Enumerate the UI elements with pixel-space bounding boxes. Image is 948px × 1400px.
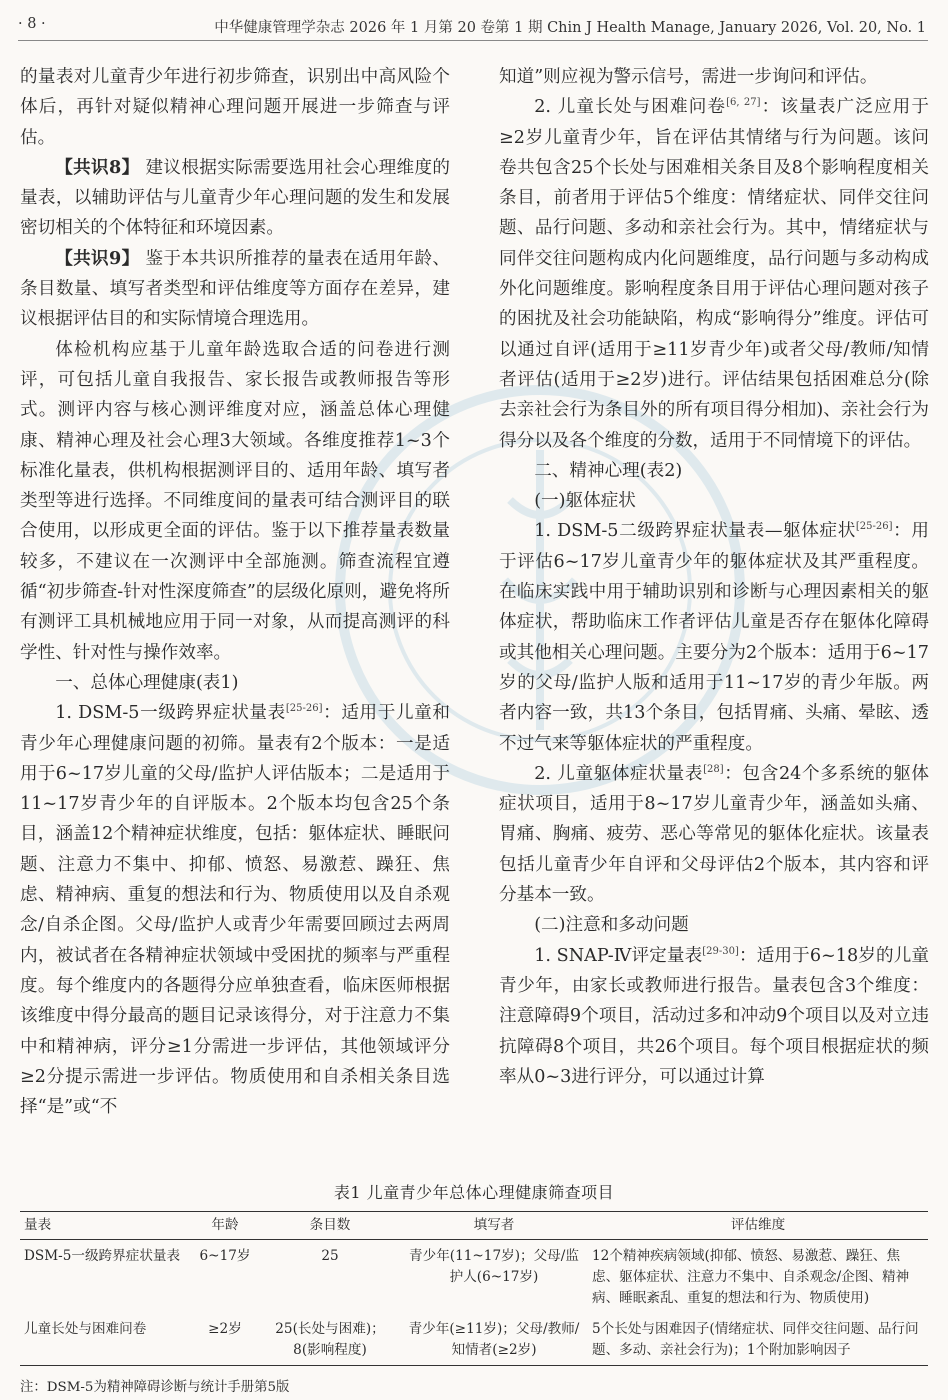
- table-cell: 5个长处与困难因子(情绪症状、同伴交往问题、品行问题、多动、亲社会行为)；1个附加影响因子: [588, 1313, 928, 1366]
- table-cell: 儿童长处与困难问卷: [20, 1313, 190, 1366]
- page-number: · 8 ·: [18, 16, 46, 32]
- section-heading: 一、总体心理健康(表1): [55, 672, 239, 693]
- scale-name: 1. SNAP-Ⅳ评定量表: [534, 945, 703, 966]
- paragraph-text: ：包含24个多系统的躯体症状项目，适用于8~17岁儿童青少年，涵盖如头痛、胃痛、胸痛、疲劳、恶心等常见的躯体化症状。该量表包括儿童青少年自评和父母评估2个版本，其内容和评分基本一致。: [499, 763, 929, 906]
- table-cell: 6~17岁: [199, 1248, 251, 1264]
- paragraph-text: ：适用于6~18岁的儿童青少年，由家长或教师进行报告。量表包含3个维度：注意障碍9个项目，活动过多和冲动9个项目以及对立违抗障碍8个项目，共26个项目。每个项目根据症状的频率从0~3进行评分，可以通过计算: [499, 945, 929, 1087]
- table-row: [20, 1240, 928, 1314]
- subsection-heading: (二)注意和多动问题: [534, 915, 689, 936]
- consensus-text: 鉴于本共识所推荐的量表在适用年龄、条目数量、填写者类型和评估维度等方面存在差异，建议根据评估目的和实际情境合理选用。: [20, 248, 450, 330]
- table-cell: 青少年(≥11岁)；父母/教师/知情者(≥2岁): [400, 1313, 588, 1366]
- table-header-row: [20, 1212, 928, 1240]
- paragraph: [499, 92, 929, 456]
- left-column: [20, 62, 450, 1122]
- citation-ref[interactable]: [29-30]: [702, 945, 739, 957]
- table-cell: 25(长处与困难)；8(影响程度): [260, 1313, 400, 1366]
- scale-name: 2. 儿童长处与困难问卷: [534, 97, 727, 118]
- table-cell: 青少年(11~17岁)；父母/监护人(6~17岁): [409, 1248, 579, 1285]
- column-header: 填写者: [400, 1212, 588, 1240]
- screening-table: [20, 1211, 928, 1366]
- consensus-label: 【共识8】: [55, 156, 140, 178]
- consensus-9: [20, 244, 450, 335]
- citation-ref[interactable]: [28]: [703, 763, 724, 775]
- consensus-text: 建议根据实际需要选用社会心理维度的量表，以辅助评估与儿童青少年心理问题的发生和发展密切相关的个体特征和环境因素。: [20, 157, 450, 239]
- scale-name: 2. 儿童躯体症状量表: [534, 763, 704, 784]
- paragraph-text: ：该量表广泛应用于≥2岁儿童青少年，旨在评估其情绪与行为问题。该问卷共包含25个长处与困难相关条目及8个影响程度相关条目，前者用于评估5个维度：情绪症状、同伴交往问题、品行问题、多动和亲社会行为。其中，情绪症状与同伴交往问题构成内化问题维度，品行问题与多动构成外化问题维度。影响程度条目用于评估心理问题对孩子的困扰及社会功能缺陷，构成“影响得分”维度。评估可以通过自评(适用于≥11岁青少年)或者父母/教师/知情者评估(适用于≥2岁)进行。评估结果包括困难总分(除去亲社会行为条目外的所有项目得分相加)、亲社会行为得分以及各个维度的分数，适用于不同情境下的评估。: [499, 97, 929, 451]
- page-header: [0, 0, 948, 42]
- column-header: 评估维度: [588, 1212, 928, 1240]
- table-caption: 表1 儿童青少年总体心理健康筛查项目: [333, 1183, 615, 1202]
- journal-citation: 中华健康管理学杂志 2026 年 1 月第 20 卷第 1 期 Chin J Health Manage, January 2026, Vol. 20, No. 1: [214, 20, 926, 36]
- paragraph: [499, 941, 929, 1092]
- paragraph-text: ：用于评估6~17岁儿童青少年的躯体症状及其严重程度。在临床实践中用于辅助识别和诊断与心理因素相关的躯体症状，帮助临床工作者评估儿童是否存在躯体化障碍或其他相关心理问题。主要分为2个版本：适用于6~17岁的父母/监护人版和适用于11~17岁的青少年版。两者内容一致，共13个条目，包括胃痛、头痛、晕眩、透不过气来等躯体症状的严重程度。: [499, 521, 929, 754]
- consensus-label: 【共识9】: [55, 247, 140, 269]
- paragraph: [20, 698, 450, 1122]
- table-cell: 12个精神疾病领域(抑郁、愤怒、易激惹、躁狂、焦虑、躯体症状、注意力不集中、自杀观念/企图、精神病、睡眠紊乱、重复的想法和行为、物质使用): [592, 1248, 910, 1306]
- paragraph: [499, 516, 929, 758]
- paragraph: 体检机构应基于儿童年龄选取合适的问卷进行测评，可包括儿童自我报告、家长报告或教师报告等形式。测评内容与核心测评维度对应，涵盖总体心理健康、精神心理及社会心理3大领域。各维度推荐1~3个标准化量表，供机构根据测评目的、适用年龄、填写者类型等进行选择。不同维度间的量表可结合测评目的联合使用，以形成更全面的评估。鉴于以下推荐量表数量较多，不建议在一次测评中全部施测。筛查流程宜遵循“初步筛查-针对性深度筛查”的层级化原则，避免将所有测评工具机械地应用于同一对象，从而提高测评的科学性、针对性与操作效率。: [20, 339, 450, 663]
- table-cell: DSM-5一级跨界症状量表: [24, 1248, 181, 1264]
- table-row: [20, 1313, 928, 1366]
- consensus-8: [20, 153, 450, 244]
- subsection-heading: (一)躯体症状: [534, 491, 636, 512]
- paragraph-text: ：适用于儿童和青少年心理健康问题的初筛。量表有2个版本：一是适用于6~17岁儿童的父母/监护人评估版本；二是适用于11~17岁青少年的自评版本。2个版本均包含25个条目，涵盖12个精神症状维度，包括：躯体症状、睡眠问题、注意力不集中、抑郁、愤怒、易激惹、躁狂、焦虑、精神病、重复的想法和行为、物质使用以及自杀观念/自杀企图。父母/监护人或青少年需要回顾过去两周内，被试者在各精神症状领域中受困扰的频率与严重程度。每个维度内的各题得分应单独查看，临床医师根据该维度中得分最高的题目记录该得分，对于注意力不集中和精神病，评分≥1分需进一步评估，其他领域评分≥2分提示需进一步评估。物质使用和自杀相关条目选择“是”或“不: [20, 703, 450, 1118]
- header-rule: [18, 40, 928, 41]
- table-1: [20, 1180, 928, 1395]
- citation-ref[interactable]: [25-26]: [855, 521, 893, 533]
- column-header: 量表: [20, 1212, 190, 1240]
- paragraph: [499, 759, 929, 910]
- table-cell: ≥2岁: [190, 1313, 260, 1366]
- section-heading: 二、精神心理(表2): [534, 460, 683, 481]
- column-header: 年龄: [190, 1212, 260, 1240]
- column-header: 条目数: [260, 1212, 400, 1240]
- table-cell: 25: [321, 1248, 339, 1264]
- citation-ref[interactable]: [25-26]: [285, 703, 323, 715]
- right-column: [499, 62, 929, 1092]
- paragraph: 的量表对儿童青少年进行初步筛查，识别出中高风险个体后，再针对疑似精神心理问题开展进一步筛查与评估。: [20, 67, 450, 148]
- paragraph: 知道”则应视为警示信号，需进一步询问和评估。: [499, 67, 878, 87]
- scale-name: 1. DSM-5一级跨界症状量表: [55, 703, 286, 724]
- citation-ref[interactable]: [6, 27]: [726, 97, 761, 109]
- scale-name: 1. DSM-5二级跨界症状量表—躯体症状: [534, 521, 856, 542]
- table-note: 注：DSM-5为精神障碍诊断与统计手册第5版: [20, 1380, 290, 1395]
